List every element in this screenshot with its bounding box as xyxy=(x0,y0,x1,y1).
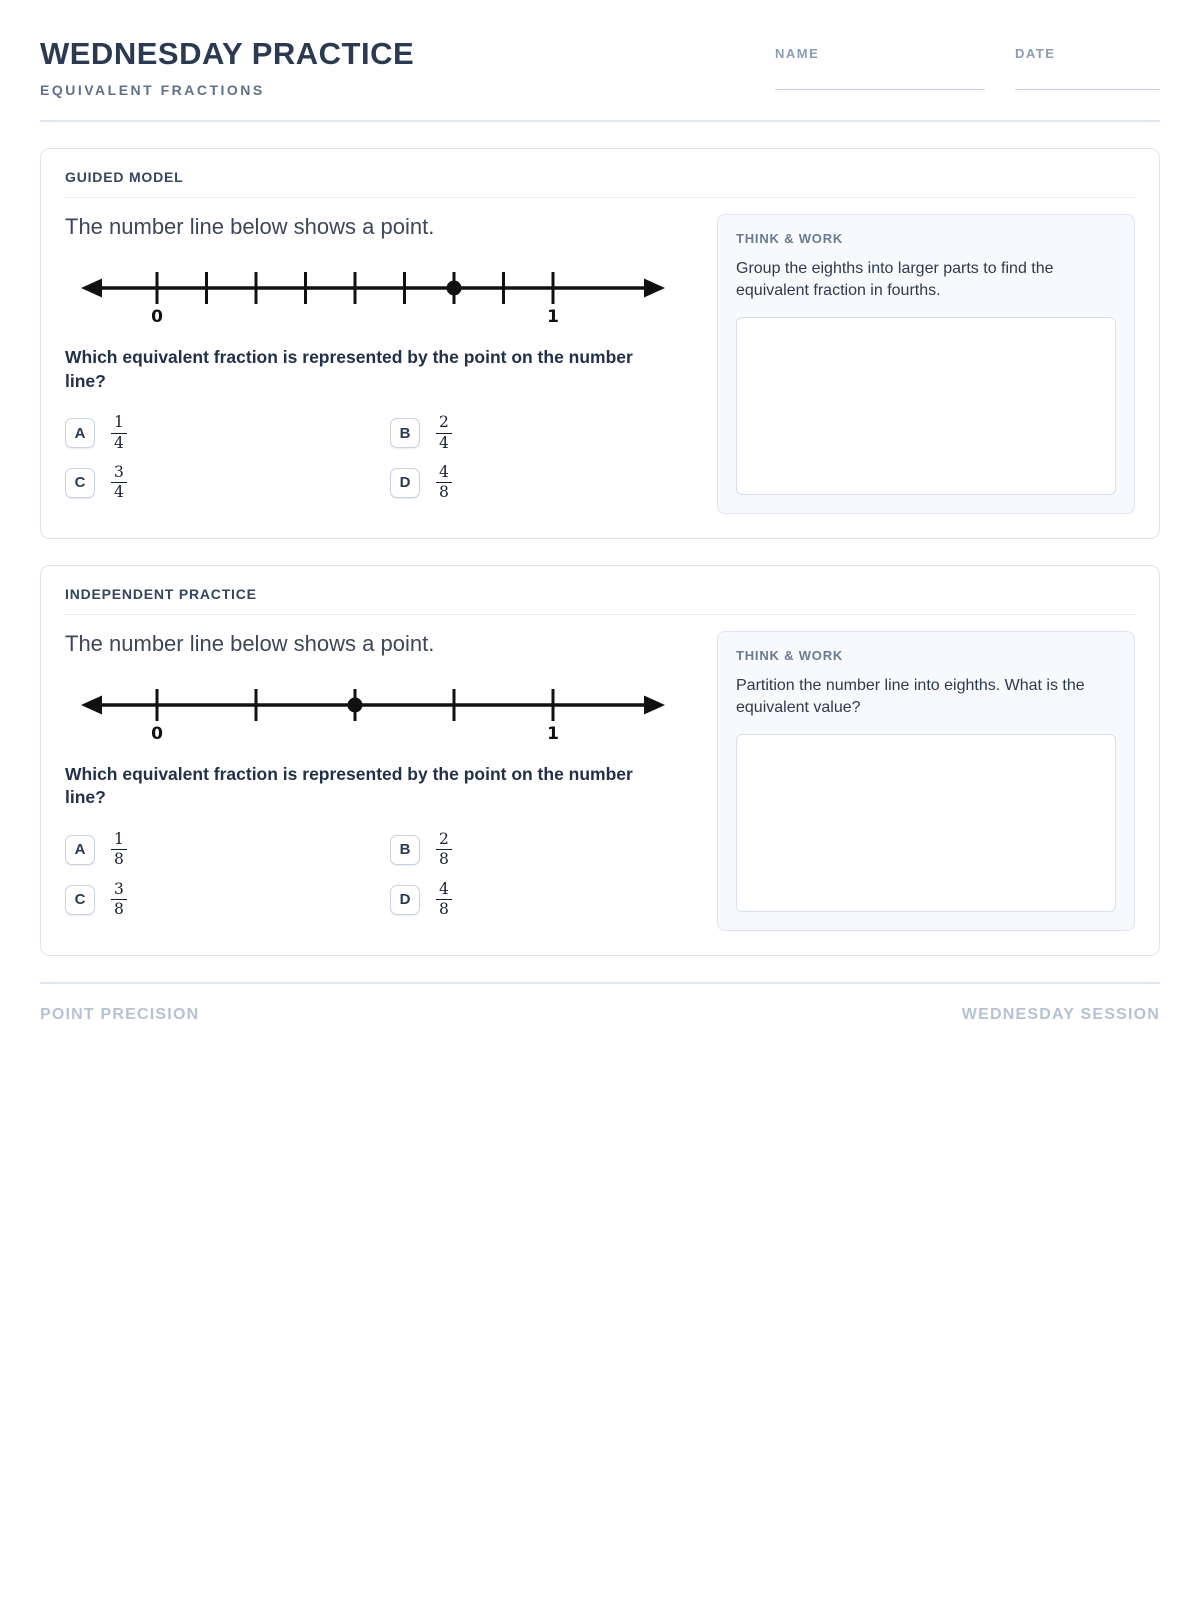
think-hint-text: Partition the number line into eighths. What is the equivalent value? xyxy=(736,676,1085,717)
choice-fraction xyxy=(111,880,127,920)
fraction-denominator: 8 xyxy=(439,900,449,919)
fraction-numerator: 4 xyxy=(436,880,452,900)
date-fill-line[interactable] xyxy=(1015,89,1160,90)
page-subtitle: EQUIVALENT FRACTIONS xyxy=(40,82,265,98)
number-line-diagram xyxy=(81,260,665,324)
choice-d[interactable] xyxy=(390,463,691,503)
choice-c[interactable] xyxy=(65,880,390,920)
fraction-numerator: 1 xyxy=(111,830,127,850)
fraction-numerator: 3 xyxy=(111,463,127,483)
choice-fraction xyxy=(111,830,127,870)
section-divider xyxy=(65,197,1135,198)
answer-choices xyxy=(65,413,691,503)
choice-fraction xyxy=(111,413,127,453)
choice-letter-chip[interactable]: A xyxy=(65,418,95,448)
think-panel-title: THINK & WORK xyxy=(736,231,844,246)
footer-divider xyxy=(40,982,1160,984)
svg-text:0: 0 xyxy=(151,723,163,741)
svg-text:1: 1 xyxy=(547,723,559,741)
choice-a[interactable] xyxy=(65,830,390,870)
header-divider xyxy=(40,120,1160,122)
choice-b[interactable] xyxy=(390,413,691,453)
name-field[interactable] xyxy=(775,46,985,90)
header xyxy=(40,36,1160,98)
choice-letter-chip[interactable]: B xyxy=(390,835,420,865)
svg-text:1: 1 xyxy=(547,307,559,324)
name-label: NAME xyxy=(775,46,820,61)
problem-prompt: The number line below shows a point. xyxy=(65,214,435,239)
work-area-box[interactable] xyxy=(736,734,1116,912)
fraction-numerator: 3 xyxy=(111,880,127,900)
choice-letter-chip[interactable]: D xyxy=(390,468,420,498)
choice-fraction xyxy=(436,463,452,503)
section-title: INDEPENDENT PRACTICE xyxy=(65,585,257,602)
number-line-diagram xyxy=(81,677,665,741)
section-guided-model xyxy=(40,148,1160,539)
footer xyxy=(40,1006,1160,1024)
svg-text:0: 0 xyxy=(151,307,163,324)
section-body xyxy=(65,214,1135,514)
choice-c[interactable] xyxy=(65,463,390,503)
name-fill-line[interactable] xyxy=(775,89,985,90)
question-text: Which equivalent fraction is represented by the point on the number line? xyxy=(65,763,633,808)
choice-letter-chip[interactable]: D xyxy=(390,885,420,915)
choice-letter-chip[interactable]: C xyxy=(65,885,95,915)
choice-fraction xyxy=(436,880,452,920)
section-independent-practice xyxy=(40,565,1160,956)
fraction-denominator: 4 xyxy=(439,433,449,452)
fraction-denominator: 8 xyxy=(114,850,124,869)
fraction-numerator: 1 xyxy=(111,413,127,433)
think-hint-text: Group the eighths into larger parts to find the equivalent fraction in fourths. xyxy=(736,260,1054,300)
fraction-denominator: 4 xyxy=(114,433,124,452)
fraction-numerator: 2 xyxy=(436,413,452,433)
think-and-work-panel xyxy=(717,214,1135,514)
section-body xyxy=(65,631,1135,931)
date-field[interactable] xyxy=(1015,46,1160,90)
fraction-denominator: 8 xyxy=(439,483,449,502)
date-label: DATE xyxy=(1015,46,1056,61)
choice-fraction xyxy=(436,830,452,870)
fraction-numerator: 4 xyxy=(436,463,452,483)
fraction-numerator: 2 xyxy=(436,830,452,850)
page-title: WEDNESDAY PRACTICE xyxy=(40,36,415,71)
problem-area xyxy=(65,631,691,931)
section-divider xyxy=(65,614,1135,615)
fraction-denominator: 8 xyxy=(439,850,449,869)
footer-left-text: POINT PRECISION xyxy=(40,1005,200,1023)
choice-letter-chip[interactable]: B xyxy=(390,418,420,448)
work-area-box[interactable] xyxy=(736,317,1116,495)
header-fields xyxy=(775,46,1160,90)
problem-area xyxy=(65,214,691,514)
question-text: Which equivalent fraction is represented by the point on the number line? xyxy=(65,347,633,391)
choice-letter-chip[interactable]: A xyxy=(65,835,95,865)
fraction-denominator: 4 xyxy=(114,483,124,502)
choice-letter-chip[interactable]: C xyxy=(65,468,95,498)
choice-fraction xyxy=(436,413,452,453)
think-and-work-panel xyxy=(717,631,1135,931)
section-title: GUIDED MODEL xyxy=(65,169,184,185)
fraction-denominator: 8 xyxy=(114,900,124,919)
think-panel-title: THINK & WORK xyxy=(736,647,844,663)
choice-d[interactable] xyxy=(390,880,691,920)
answer-choices xyxy=(65,830,691,920)
choice-fraction xyxy=(111,463,127,503)
choice-a[interactable] xyxy=(65,413,390,453)
footer-right-text: WEDNESDAY SESSION xyxy=(961,1005,1160,1023)
problem-prompt: The number line below shows a point. xyxy=(65,630,435,656)
choice-b[interactable] xyxy=(390,830,691,870)
title-block xyxy=(40,36,414,98)
